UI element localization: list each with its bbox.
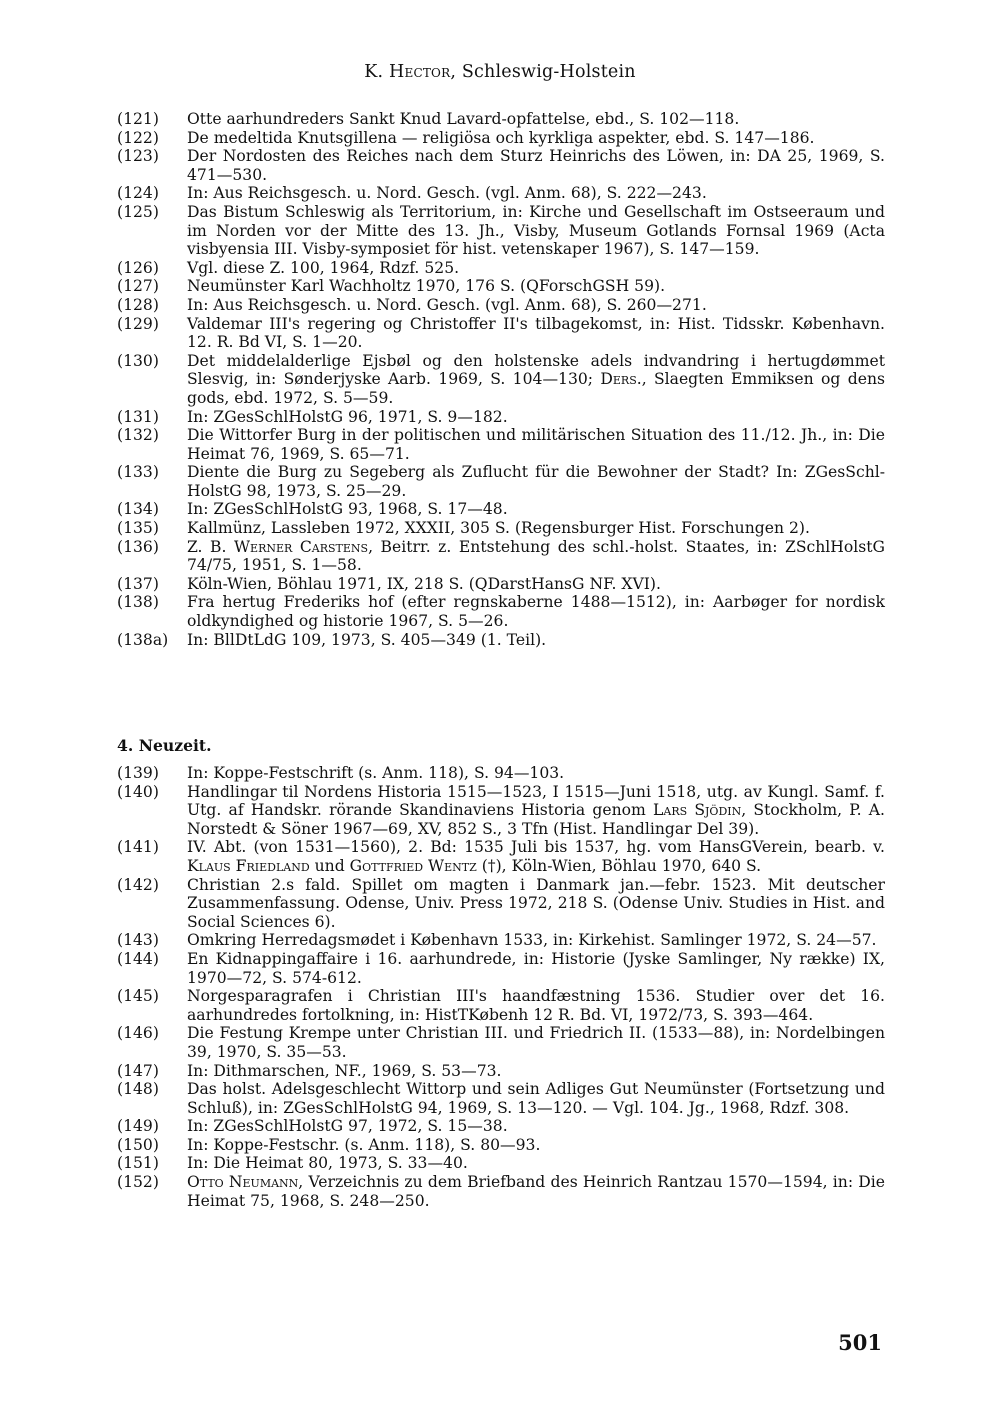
footnote-text-segment: Köln-Wien, Böhlau 1971, IX, 218 S. (QDarstHansG NF. XVI). [187, 574, 661, 593]
footnote-text [187, 408, 885, 427]
footnote-text-segment: En Kidnappingaffaire i 16. aarhundrede, in: Historie (Jyske Samlinger, Ny række) IX, 1970—72, S. 574-612. [187, 949, 885, 987]
footnote-number: (152) [117, 1173, 159, 1192]
footnote-text [187, 1062, 885, 1081]
footnote [117, 519, 885, 538]
footnote-number: (142) [117, 875, 159, 894]
footnote-number: (122) [117, 128, 159, 147]
footnote-text [187, 538, 885, 575]
footnote-number: (137) [117, 574, 159, 593]
footnote [117, 1136, 885, 1155]
page-number: 501 [838, 1330, 882, 1355]
footnote-text [187, 764, 885, 783]
footnote-text-segment: , Stockholm, P. A. Norstedt & Söner 1967—69, XV, 852 S., 3 Tfn (Hist. Handlingar Del 39). [187, 801, 886, 838]
footnote [117, 110, 885, 129]
footnote [117, 352, 885, 408]
footnote [117, 315, 885, 352]
footnote-text-segment: In: Dithmarschen, NF., 1969, S. 53—73. [187, 1061, 502, 1080]
footnote [117, 296, 885, 315]
footnote-number: (147) [117, 1061, 159, 1080]
footnote-text-segment: De medeltida Knutsgillena — religiösa och kyrkliga aspekter, ebd. S. 147—186. [187, 128, 815, 147]
footnote-text [187, 1024, 885, 1061]
footnote-number: (139) [117, 764, 159, 782]
footnote-text-segment: Christian 2.s fald. Spillet om magten i Danmark jan.—febr. 1523. Mit deutscher Zusammenfassung. Odense, Univ. Press 1972, 218 S. (Odense Univ. Studies in Hist. and Social Sciences 6). [187, 875, 885, 931]
footnote-text-segment: In: Aus Reichsgesch. u. Nord. Gesch. (vgl. Anm. 68), S. 260—271. [187, 295, 707, 314]
footnote-text-segment: Vgl. diese Z. 100, 1964, Rdzf. 525. [187, 258, 460, 277]
author-name: Klaus Friedland [187, 856, 310, 875]
footnote [117, 129, 885, 148]
footnote [117, 1062, 885, 1081]
footnote-text-segment: Neumünster Karl Wachholtz 1970, 176 S. (QForschGSH 59). [187, 277, 666, 296]
footnote-number: (131) [117, 407, 159, 426]
footnote [117, 575, 885, 594]
footnote-text-segment: und [309, 856, 350, 875]
running-header [0, 62, 1000, 82]
footnote-text [187, 783, 885, 839]
footnote-text-segment: Otte aarhundreders Sankt Knud Lavard-opfattelse, ebd., S. 102—118. [187, 110, 740, 128]
footnote-text [187, 987, 885, 1024]
footnote-text [187, 519, 885, 538]
footnote-text [187, 147, 885, 184]
footnote-number: (123) [117, 147, 159, 166]
footnote [117, 277, 885, 296]
footnote [117, 631, 885, 650]
footnote-text [187, 931, 885, 950]
footnote [117, 987, 885, 1024]
footnote-text [187, 203, 885, 259]
footnote [117, 184, 885, 203]
footnote-text [187, 463, 885, 500]
footnote-text [187, 277, 885, 296]
footnote-text-segment: Omkring Herredagsmødet i København 1533, in: Kirkehist. Samlinger 1972, S. 24—57. [187, 931, 877, 950]
footnote-text [187, 1117, 885, 1136]
notes-list-medieval [117, 110, 885, 649]
footnote [117, 1154, 885, 1173]
footnote-text-segment: Det middelalderlige Ejsbøl og den holstenske adels indvandring i hertugdømmet Slesvig, in: Sønderjyske Aarb. 1969, S. 104—130; [187, 351, 885, 389]
author-name: Ders. [600, 370, 642, 389]
author-name: Werner Carstens [234, 537, 369, 556]
footnote [117, 538, 885, 575]
footnote-text-segment: , Slaegten Emmiksen og dens gods, ebd. 1972, S. 5—59. [187, 370, 885, 407]
footnote-number: (132) [117, 426, 159, 445]
footnote [117, 259, 885, 278]
footnote-text [187, 838, 885, 875]
footnote [117, 931, 885, 950]
footnote-text-segment: Das holst. Adelsgeschlecht Wittorp und sein Adliges Gut Neumünster (Fortsetzung und Schluß), in: ZGesSchlHolstG 94, 1969, S. 13—120. — Vgl. 104. Jg., 1968, Rdzf. 308. [187, 1080, 885, 1117]
footnote [117, 1024, 885, 1061]
footnote [117, 463, 885, 500]
footnote-text-segment: In: Koppe-Festschrift (s. Anm. 118), S. 94—103. [187, 764, 565, 782]
footnote-text-segment: Diente die Burg zu Segeberg als Zuflucht für die Bewohner der Stadt? In: ZGesSchl-HolstG 98, 1973, S. 25—29. [187, 463, 885, 500]
footnote-text-segment: Fra hertug Frederiks hof (efter regnskaberne 1488—1512), in: Aarbøger for nordisk oldkyndighed og historie 1967, S. 5—26. [187, 593, 885, 631]
footnote-number: (138a) [117, 630, 169, 649]
footnote-text [187, 129, 885, 148]
footnote-text-segment: Valdemar III's regering og Christoffer II's tilbagekomst, in: Hist. Tidsskr. København. 12. R. Bd VI, S. 1—20. [187, 314, 885, 352]
footnote-number: (150) [117, 1135, 159, 1154]
footnote-number: (141) [117, 838, 159, 857]
footnote-text [187, 1173, 885, 1210]
footnote-number: (138) [117, 593, 159, 612]
footnote [117, 1117, 885, 1136]
footnote-text-segment: , Beitrr. z. Entstehung des schl.-holst. Staates, in: ZSchlHolstG 74/75, 1951, S. 1—58. [187, 537, 885, 575]
footnote [117, 838, 885, 875]
footnote-text-segment: Die Wittorfer Burg in der politischen und militärischen Situation des 11./12. Jh., in: Die Heimat 76, 1969, S. 65—71. [187, 426, 885, 463]
footnote-number: (127) [117, 277, 159, 296]
footnote-number: (146) [117, 1024, 159, 1043]
footnote-text-segment: Kallmünz, Lassleben 1972, XXXII, 305 S. (Regensburger Hist. Forschungen 2). [187, 519, 810, 538]
footnote-number: (135) [117, 519, 159, 538]
footnote-text [187, 500, 885, 519]
footnote [117, 500, 885, 519]
footnote-text-segment: Das Bistum Schleswig als Territorium, in: Kirche und Gesellschaft im Ostseeraum und im Norden vor der Mitte des 13. Jh., Visby, Museum Gotlands Fornsal 1969 (Acta visbyensia III. Visby-symposiet för hist. vetenskaper 1967), S. 147—159. [187, 202, 885, 259]
footnote-text [187, 593, 885, 630]
footnote-text-segment: (†), Köln-Wien, Böhlau 1970, 640 S. [476, 856, 762, 875]
header-title: , Schleswig-Holstein [450, 62, 636, 82]
footnote-number: (124) [117, 184, 159, 203]
footnote [117, 593, 885, 630]
footnote-number: (145) [117, 987, 159, 1006]
footnote-number: (144) [117, 949, 159, 968]
footnote-text-segment: In: Die Heimat 80, 1973, S. 33—40. [187, 1154, 468, 1173]
footnote-number: (125) [117, 202, 159, 221]
footnote-text [187, 296, 885, 315]
footnote-number: (140) [117, 782, 159, 801]
footnote-text-segment: Die Festung Krempe unter Christian III. und Friedrich II. (1533—88), in: Nordelbingen 39, 1970, S. 35—53. [187, 1024, 885, 1061]
footnote-text-segment: , Verzeichnis zu dem Briefband des Heinrich Rantzau 1570—1594, in: Die Heimat 75, 1968, S. 248—250. [187, 1173, 885, 1210]
footnote-number: (136) [117, 537, 159, 556]
footnote-text-segment: Norgesparagrafen i Christian III's haandfæstning 1536. Studier over det 16. aarhundredes fortolkning, in: HistTKøbenh 12 R. Bd. VI, 1972/73, S. 393—464. [187, 987, 885, 1024]
header-initial: K. [364, 62, 384, 82]
footnote [117, 1173, 885, 1210]
footnote-text-segment: In: ZGesSchlHolstG 96, 1971, S. 9—182. [187, 407, 508, 426]
footnote-text [187, 315, 885, 352]
author-name: Otto Neumann [187, 1173, 299, 1192]
footnote-number: (128) [117, 295, 159, 314]
footnote [117, 876, 885, 932]
footnote [117, 1080, 885, 1117]
footnote-number: (149) [117, 1117, 159, 1136]
footnote-text [187, 426, 885, 463]
footnote [117, 426, 885, 463]
section-heading: 4. Neuzeit. [117, 736, 212, 755]
footnote-text [187, 110, 885, 129]
footnote [117, 147, 885, 184]
header-author: Hector [389, 62, 451, 82]
footnote-text [187, 259, 885, 278]
footnote [117, 764, 885, 783]
author-name: Lars Sjödin [653, 801, 742, 820]
footnote-number: (143) [117, 931, 159, 950]
footnote-text-segment: Der Nordosten des Reiches nach dem Sturz Heinrichs des Löwen, in: DA 25, 1969, S. 471—530. [187, 147, 885, 184]
footnote-text-segment: Handlingar til Nordens Historia 1515—1523, I 1515—Juni 1518, utg. av Kungl. Samf. f. Utg. af Handskr. rörande Skandinaviens Historia genom [187, 782, 885, 820]
footnote-number: (126) [117, 258, 159, 277]
footnote [117, 203, 885, 259]
footnote-text-segment: IV. Abt. (von 1531—1560), 2. Bd: 1535 Juli bis 1537, hg. vom HansGVerein, bearb. v. [187, 838, 885, 857]
notes-list-neuzeit [117, 764, 885, 1210]
footnote-text [187, 631, 885, 650]
footnote-number: (129) [117, 314, 159, 333]
footnote-text [187, 1136, 885, 1155]
footnote-number: (130) [117, 351, 159, 370]
footnote-text-segment: In: Koppe-Festschr. (s. Anm. 118), S. 80—93. [187, 1135, 541, 1154]
footnote-text-segment: In: ZGesSchlHolstG 97, 1972, S. 15—38. [187, 1117, 508, 1136]
footnote-number: (148) [117, 1080, 159, 1099]
footnote-number: (151) [117, 1154, 159, 1173]
footnote-text [187, 1154, 885, 1173]
footnote-text [187, 352, 885, 408]
footnote-text [187, 950, 885, 987]
footnote-number: (133) [117, 463, 159, 482]
footnote [117, 783, 885, 839]
footnote-text-segment: Z. B. [187, 537, 235, 556]
footnote [117, 408, 885, 427]
footnote-text-segment: In: BllDtLdG 109, 1973, S. 405—349 (1. Teil). [187, 630, 547, 649]
footnote-text [187, 1080, 885, 1117]
footnote-number: (134) [117, 500, 159, 519]
footnote-text [187, 184, 885, 203]
footnote-text-segment: In: Aus Reichsgesch. u. Nord. Gesch. (vgl. Anm. 68), S. 222—243. [187, 184, 707, 203]
footnote [117, 950, 885, 987]
author-name: Gottfried Wentz [349, 856, 477, 875]
footnote-text [187, 575, 885, 594]
footnote-text-segment: In: ZGesSchlHolstG 93, 1968, S. 17—48. [187, 500, 508, 519]
footnote-number: (121) [117, 110, 159, 128]
footnote-text [187, 876, 885, 932]
